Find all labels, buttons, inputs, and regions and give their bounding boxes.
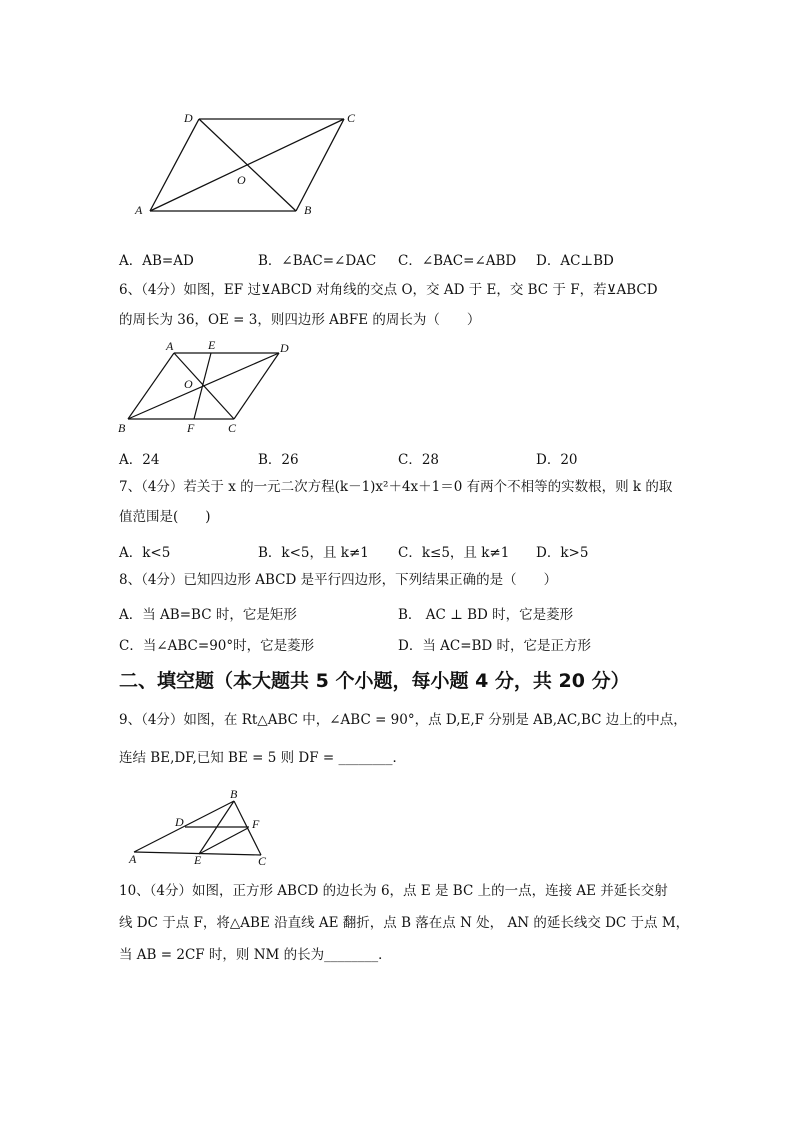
q9-label-c: C <box>258 854 267 868</box>
q6-option-c[interactable]: C．28 <box>398 452 440 468</box>
q5-label-o: O <box>237 173 246 187</box>
q7-option-c[interactable]: C．k≤5，且 k≠1 <box>398 545 510 561</box>
q8-option-a[interactable]: A．当 AB=BC 时，它是矩形 <box>119 607 297 623</box>
q6-text-line1: 6、（4分）如图，EF 过⊻ABCD 对角线的交点 O，交 AD 于 E，交 BC 于 F，若⊻ABCD <box>119 282 658 298</box>
q7-option-a[interactable]: A．k<5 <box>119 545 171 561</box>
q9-label-d: D <box>175 815 184 829</box>
q6-label-a: A <box>166 339 174 353</box>
q9-label-b: B <box>230 788 238 801</box>
q6-label-o: O <box>184 377 193 391</box>
q6-text-line2: 的周长为 36，OE = 3，则四边形 ABFE 的周长为（ ） <box>119 312 481 328</box>
q6-parallelogram-figure <box>114 338 304 438</box>
section-2-heading: 二、填空题（本大题共 5 个小题，每小题 4 分，共 20 分） <box>119 670 630 692</box>
q8-option-b[interactable]: B． AC ⊥ BD 时，它是菱形 <box>398 607 574 623</box>
q5-parallelogram-figure <box>130 108 370 220</box>
q10-text-line1: 10、（4分）如图，正方形 ABCD 的边长为 6，点 E 是 BC 上的一点，连接 AE 并延长交射 <box>119 883 668 899</box>
q9-label-f: F <box>252 817 260 831</box>
q6-label-d: D <box>280 341 289 355</box>
q6-label-c: C <box>228 421 237 435</box>
q8-option-d[interactable]: D．当 AC=BD 时，它是正方形 <box>398 638 592 654</box>
q5-option-c[interactable]: C．∠BAC=∠ABD <box>398 253 517 269</box>
q8-text-line1: 8、（4分）已知四边形 ABCD 是平行四边形，下列结果正确的是（ ） <box>119 572 558 588</box>
q5-label-a: A <box>135 203 143 217</box>
q5-option-b[interactable]: B．∠BAC=∠DAC <box>258 253 377 269</box>
q6-option-d[interactable]: D．20 <box>536 452 578 468</box>
q5-option-d[interactable]: D．AC⊥BD <box>536 253 614 269</box>
q6-label-b: B <box>118 421 126 435</box>
q6-option-b[interactable]: B．26 <box>258 452 299 468</box>
q10-text-line2: 线 DC 于点 F，将△ABE 沿直线 AE 翻折，点 B 落在点 N 处， AN 的延长线交 DC 于点 M， <box>119 915 690 931</box>
q9-label-a: A <box>129 852 137 866</box>
q9-triangle-figure <box>124 788 274 868</box>
q5-label-b: B <box>304 203 312 217</box>
q6-option-a[interactable]: A．24 <box>119 452 160 468</box>
q7-option-b[interactable]: B．k<5，且 k≠1 <box>258 545 369 561</box>
q5-side-bc <box>296 119 344 211</box>
q6-diagonal-ac <box>174 353 234 419</box>
q5-side-da <box>150 119 199 211</box>
q6-label-e: E <box>208 338 216 352</box>
q7-text-line2: 值范围是( ) <box>119 509 211 525</box>
q5-label-c: C <box>347 111 356 125</box>
q10-text-line3: 当 AB = 2CF 时，则 NM 的长为________． <box>119 947 392 963</box>
q9-label-e: E <box>194 853 202 867</box>
q5-option-a[interactable]: A．AB=AD <box>119 253 194 269</box>
q7-option-d[interactable]: D．k>5 <box>536 545 589 561</box>
q5-diagonal-bd <box>199 119 296 211</box>
q9-text-line2: 连结 BE,DF,已知 BE = 5 则 DF = ________． <box>119 750 406 766</box>
q6-segment-ef <box>194 353 211 419</box>
q8-option-c[interactable]: C．当∠ABC=90°时，它是菱形 <box>119 638 315 654</box>
q6-label-f: F <box>187 421 195 435</box>
q9-segment-ef <box>199 828 248 854</box>
q7-text-line1: 7、（4分）若关于 x 的一元二次方程(k－1)x²＋4x＋1＝0 有两个不相等的实数根，则 k 的取 <box>119 479 673 495</box>
q9-text-line1: 9、（4分）如图，在 Rt△ABC 中，∠ABC = 90°，点 D,E,F 分别是 AB,AC,BC 边上的中点， <box>119 712 687 728</box>
q5-label-d: D <box>184 111 193 125</box>
